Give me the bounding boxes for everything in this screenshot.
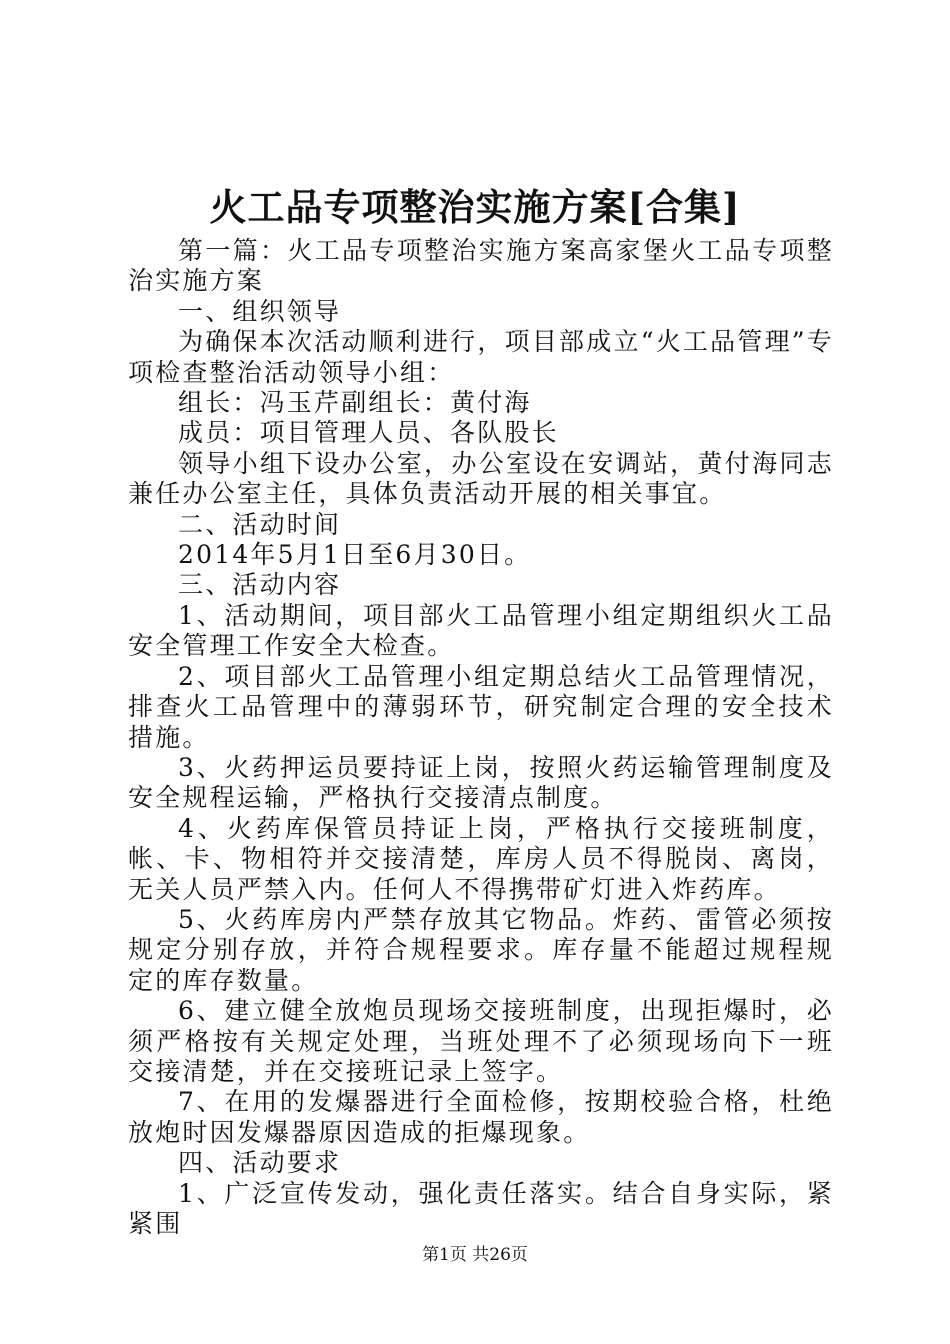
paragraph: 3、火药押运员要持证上岗，按照火药运输管理制度及安全规程运输，严格执行交接清点制度。 [128,752,834,813]
document-body [128,236,834,1239]
paragraph: 成员：项目管理人员、各队股长 [178,418,559,448]
paragraph: 6、建立健全放炮员现场交接班制度，出现拒爆时，必须严格按有关规定处理，当班处理不了必须现场向下一班交接清楚，并在交接班记录上签字。 [128,996,834,1086]
paragraph: 领导小组下设办公室，办公室设在安调站，黄付海同志兼任办公室主任，具体负责活动开展的相关事宜。 [128,448,834,509]
section-heading: 三、活动内容 [178,570,342,600]
paragraph: 为确保本次活动顺利进行，项目部成立“火工品管理”专项检查整治活动领导小组： [128,327,834,387]
document-title: 火工品专项整治实施方案[合集] [209,185,741,229]
paragraph: 1、活动期间，项目部火工品管理小组定期组织火工品安全管理工作安全大检查。 [128,600,834,661]
paragraph: 5、火药库房内严禁存放其它物品。炸药、雷管必须按规定分别存放，并符合规程要求。库存量不能超过规程规定的库存数量。 [128,904,834,995]
section-heading: 二、活动时间 [178,509,342,539]
section-heading: 四、活动要求 [178,1148,342,1178]
paragraph: 2、项目部火工品管理小组定期总结火工品管理情况，排查火工品管理中的薄弱环节，研究制定合理的安全技术措施。 [128,661,834,752]
paragraph: 7、在用的发爆器进行全面检修，按期校验合格，杜绝放炮时因发爆器原因造成的拒爆现象。 [128,1087,834,1147]
paragraph: 第一篇：火工品专项整治实施方案高家堡火工品专项整治实施方案 [128,236,834,296]
page-footer: 第1页 共26页 [422,1245,528,1265]
paragraph: 4、火药库保管员持证上岗，严格执行交接班制度，帐、卡、物相符并交接清楚，库房人员不得脱岗、离岗，无关人员严禁入内。任何人不得携带矿灯进入炸药库。 [128,813,834,904]
paragraph: 2014年5月1日至6月30日。 [178,540,532,570]
paragraph: 1、广泛宣传发动，强化责任落实。结合自身实际，紧紧围 [128,1178,834,1238]
paragraph: 组长：冯玉芹副组长：黄付海 [178,388,532,418]
section-heading: 一、组织领导 [178,296,342,326]
